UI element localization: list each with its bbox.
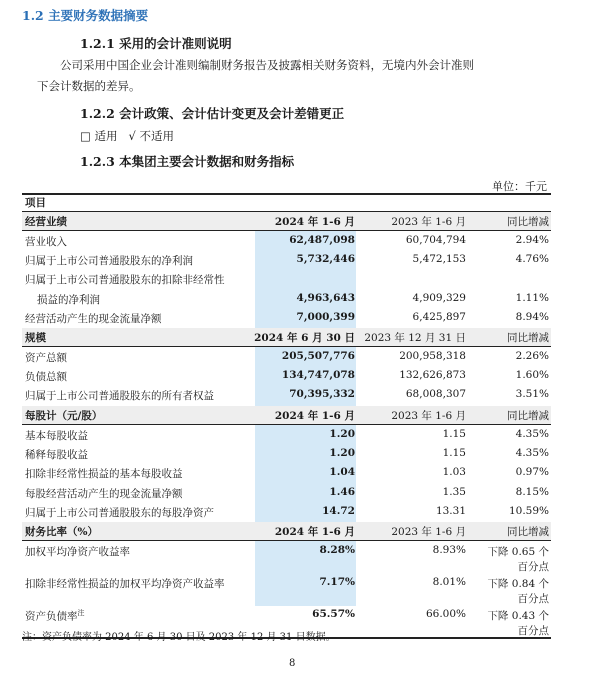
row-label: 稀释每股收益 [25,449,88,462]
row-label: 归属于上市公司普通股股东的每股净资产 [25,506,214,519]
checkbox-empty-icon: □ [80,129,91,143]
value-current: 62,487,098 [289,234,355,246]
value-current: 205,507,776 [281,350,355,362]
value-current: 70,395,332 [289,388,355,401]
value-prior: 1.03 [442,466,466,479]
row-label: 基本每股收益 [25,430,88,442]
value-change-unit: 百分点 [517,561,549,573]
applicable-label: 适用 [94,129,118,143]
column-header-current: 2024 年 1-6 月 [274,216,355,228]
section-heading: 1.2 主要财务数据摘要 [22,8,149,23]
value-change: 4.76% [515,253,549,266]
column-header-change: 同比增减 [507,332,549,344]
value-prior: 1.15 [442,447,466,460]
column-header-current: 2024 年 1-6 月 [274,410,355,422]
subsection-heading-policy-changes: 1.2.2 会计政策、会计估计变更及会计差错更正 [80,106,345,121]
footnote-marker: 注 [77,609,85,617]
row-label: 资产总额 [25,352,67,364]
value-change: 4.35% [515,428,549,440]
row-label: 扣除非经常性损益的加权平均净资产收益率 [25,578,225,590]
value-prior: 8.93% [432,544,466,556]
section-title: 财务比率（%） [25,526,98,538]
footnote: 注：资产负债率为 2024 年 6 月 30 日及 2023 年 12 月 31 日数据。 [22,632,336,643]
value-prior: 6,425,897 [412,310,466,323]
paragraph-line-1: 公司采用中国企业会计准则编制财务报告及披露相关财务资料，无境内外会计准则 [60,58,474,72]
value-change: 8.94% [515,310,549,323]
subsection-heading-accounting-standards: 1.2.1 采用的会计准则说明 [80,36,232,51]
row-label: 负债总额 [25,371,67,384]
column-header-prior: 2023 年 12 月 31 日 [364,332,466,344]
column-header-prior: 2023 年 1-6 月 [391,410,466,422]
checkmark-icon: √ [128,129,136,143]
row-label: 加权平均净资产收益率 [25,546,130,558]
value-change: 1.11% [515,291,549,304]
row-label: 经营活动产生的现金流量净额 [25,312,162,325]
column-header-change: 同比增减 [507,216,549,228]
value-change: 10.59% [508,504,549,517]
table-top-rule [22,193,551,195]
section-header-rule [22,346,551,347]
row-label: 归属于上市公司普通股股东的扣除非经常性 [25,274,225,287]
value-change: 下降 0.84 个 [487,578,549,590]
value-change: 2.26% [515,350,549,362]
value-prior: 13.31 [435,504,466,517]
value-prior: 132,626,873 [399,369,466,382]
section-title: 经营业绩 [25,216,67,228]
section-header-rule [22,230,551,231]
column-header-change: 同比增减 [507,410,549,422]
value-current: 7.17% [319,576,355,588]
value-current: 134,747,078 [281,369,355,382]
section-title: 每股计（元/股） [25,410,103,422]
row-label: 归属于上市公司普通股股东的所有者权益 [25,390,214,403]
value-prior: 68,008,307 [405,388,466,401]
value-prior: 5,472,153 [412,253,466,266]
value-prior: 8.01% [432,576,466,588]
value-change: 3.51% [515,388,549,401]
row-label: 每股经营活动产生的现金流量净额 [25,487,183,500]
value-prior: 1.35 [442,485,466,498]
value-prior: 1.15 [442,428,466,440]
column-header-prior: 2023 年 1-6 月 [391,526,466,538]
column-header-current: 2024 年 6 月 30 日 [254,332,355,344]
table-project-header: 项目 [25,197,46,209]
value-prior: 4,909,329 [412,291,466,304]
value-current: 8.28% [319,544,355,556]
value-change: 1.60% [515,369,549,382]
value-current: 4,963,643 [296,291,355,304]
value-current: 14.72 [322,504,355,517]
row-label: 营业收入 [25,236,67,248]
row-label: 扣除非经常性损益的基本每股收益 [25,468,183,481]
value-change: 8.15% [515,485,549,498]
value-prior: 66.00% [425,608,466,620]
row-label-continued: 损益的净利润 [37,293,100,306]
subsection-heading-key-data: 1.2.3 本集团主要会计数据和财务指标 [80,154,295,169]
value-current: 1.04 [329,466,355,479]
row-label: 归属于上市公司普通股股东的净利润 [25,255,193,268]
section-title: 规模 [25,332,46,344]
value-current: 1.20 [329,447,355,460]
column-header-current: 2024 年 1-6 月 [274,526,355,538]
value-change: 2.94% [515,234,549,246]
value-change-unit: 百分点 [517,625,549,637]
value-change: 0.97% [515,466,549,479]
applicability-checkbox-row [80,128,174,144]
value-current: 1.46 [329,485,355,498]
section-header-rule [22,540,551,541]
value-current: 7,000,399 [296,310,355,323]
paragraph-line-2: 下会计数据的差异。 [37,79,141,93]
value-current: 5,732,446 [296,253,355,266]
section-header-rule [22,424,551,425]
value-change: 下降 0.65 个 [487,546,549,558]
page-number: 8 [289,658,296,669]
value-prior: 200,958,318 [399,350,466,362]
value-current: 65.57% [312,608,355,620]
value-current: 1.20 [329,428,355,440]
row-label: 资产负债率$^注$ [25,609,85,623]
column-header-change: 同比增减 [507,526,549,538]
value-change: 下降 0.43 个 [487,610,549,622]
not-applicable-label: 不适用 [139,129,174,143]
value-change-unit: 百分点 [517,593,549,605]
value-change: 4.35% [515,447,549,460]
column-header-prior: 2023 年 1-6 月 [391,216,466,228]
value-prior: 60,704,794 [405,234,466,246]
unit-label: 单位：千元 [492,180,547,193]
